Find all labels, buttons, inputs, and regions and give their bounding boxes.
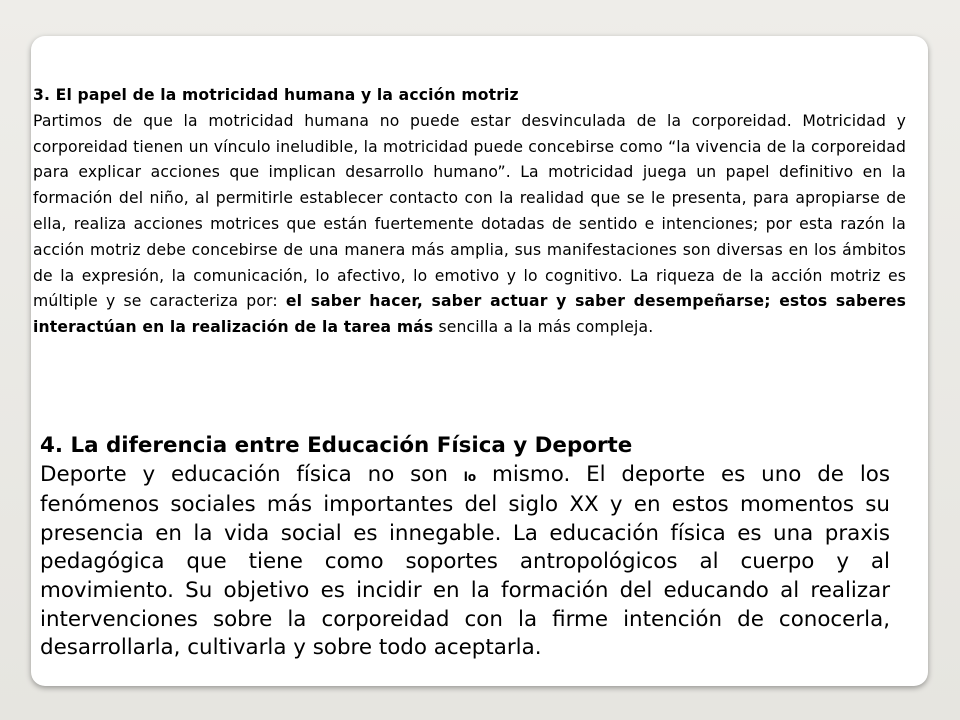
section-3-body-bold: el saber hacer, saber actuar y saber desempeñarse; estos saberes interactúan en la realización de la tarea más [33,292,906,337]
section-3-heading: 3. El papel de la motricidad humana y la acción motriz [33,86,519,104]
section-4-body-part2: mismo. El deporte es uno de los fenómenos sociales más importantes del siglo XX y en estos momentos su presencia en la vida social es innegable. La educación física es una praxis pedagógica que tiene como soportes antropológicos al cuerpo y al movimiento. Su objetivo es incidir en la formación del educando al realizar intervenciones sobre la corporeidad con la firme intención de conocerla, desarrollarla, cultivarla y sobre todo aceptarla. [40,461,890,661]
section-4-paragraph [40,461,890,663]
slide-card [31,36,928,686]
section-4 [40,432,890,663]
section-3-paragraph [33,109,906,341]
section-4-heading: 4. La diferencia entre Educación Física y Deporte [40,433,633,458]
section-3-body-tail: sencilla a la más compleja. [438,318,654,337]
section-3-body-plain: Partimos de que la motricidad humana no puede estar desvinculada de la corporeidad. Motricidad y corporeidad tienen un vínculo ineludible, la motricidad puede concebirse como “la vivencia de la corporeidad para explicar acciones que implican desarrollo humano”. La motricidad juega un papel definitivo en la formación del niño, al permitirle establecer contacto con la realidad que se le presenta, para apropiarse de ella, realiza acciones motrices que están fuertemente dotadas de sentido e intenciones; por esta razón la acción motriz debe concebirse de una manera más amplia, sus manifestaciones son diversas en los ámbitos de la expresión, la comunicación, lo afectivo, lo emotivo y lo cognitivo. La riqueza de la acción motriz es múltiple y se caracteriza por: [33,111,906,311]
section-4-body-part1: Deporte y educación física no son [40,461,448,487]
section-4-body-small-word: lo [463,469,477,484]
section-3 [33,83,906,341]
